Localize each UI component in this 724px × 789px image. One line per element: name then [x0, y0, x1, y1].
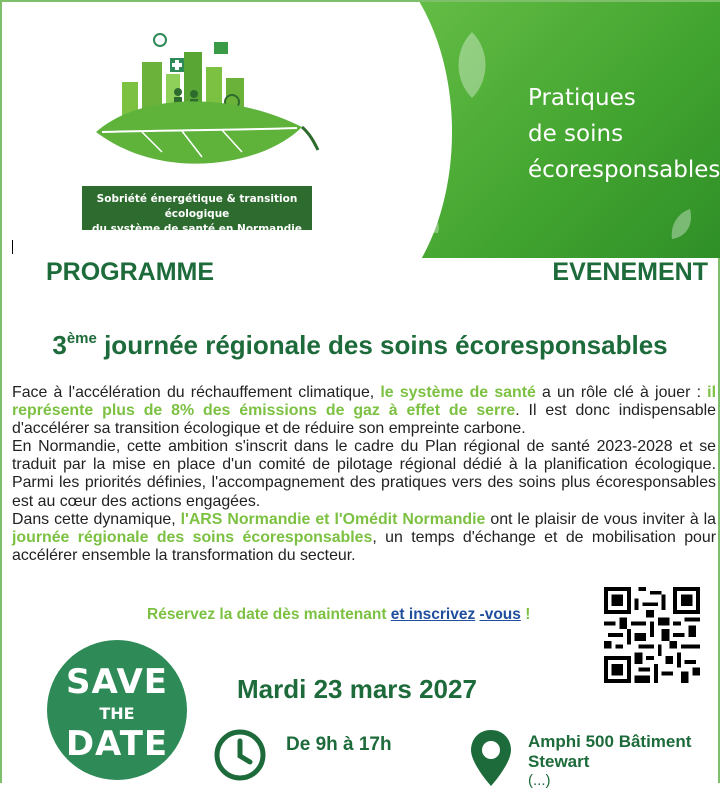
heading-evenement: EVENEMENT — [552, 258, 708, 286]
event-hours: De 9h à 17h — [286, 734, 392, 755]
leaf-icon — [668, 207, 694, 241]
register-link[interactable]: et inscrivez — [390, 606, 476, 623]
paragraph-3 — [12, 511, 716, 565]
logo-caption-line1: Sobriété énergétique & transition écologique — [96, 193, 298, 220]
text-cursor — [12, 240, 13, 254]
event-place-detail: (...) — [528, 772, 551, 789]
p1-text-b: a un rôle clé à jouer : — [535, 384, 708, 401]
banner-tagline — [528, 80, 718, 188]
p3-text-b: ont le plaisir de vous inviter à la — [485, 510, 716, 528]
reserve-line — [147, 606, 530, 624]
p1-highlight-1: le système de santé — [380, 384, 536, 401]
save-the-date-badge — [47, 640, 187, 780]
clock-icon — [213, 728, 267, 782]
paragraph-2: En Normandie, cette ambition s'inscrit dans le cadre du Plan régional de santé 2023-2028 et se traduit par la mise en place d'un comité de pilotage régional dédié à la planification écologique. Parmi les priorités définies, l'accompagnement des pratiques vers des soins plus écoresponsables est au cœur des actions engagées. — [12, 438, 716, 510]
leaf-icon — [452, 30, 492, 100]
the-text: THE — [99, 704, 135, 723]
title-ordinal: 3 — [52, 330, 67, 360]
title-text: journée régionale des soins écoresponsables — [96, 330, 668, 360]
p3-text-a: Dans cette dynamique, — [12, 510, 181, 528]
p3-text-c: , un temps d'échange et de mobilisation pour accélérer ensemble la transformation du secteur. — [12, 528, 716, 564]
p3-highlight-1: l'ARS Normandie et l'Omédit Normandie — [180, 510, 486, 528]
title-ordinal-suffix: ème — [66, 330, 97, 347]
event-date: Mardi 23 mars 2027 — [237, 674, 477, 704]
logo-caption — [82, 186, 312, 235]
logo-illustration — [82, 22, 322, 192]
p1-text-c: . Il est donc indispensable d'accélérer sa transition écologique et de réduire son empreinte carbone. — [12, 402, 716, 438]
register-link-vous[interactable]: -vous — [479, 606, 521, 623]
p1-highlight-2: il représente plus de 8% des émissions de gaz à effet de serre — [12, 384, 716, 420]
qr-code[interactable] — [604, 586, 700, 684]
p3-highlight-2: journée régionale des soins écoresponsables — [12, 528, 373, 546]
heading-programme: PROGRAMME — [46, 258, 215, 286]
heading-row — [0, 258, 720, 290]
p1-text-a: Face à l'accélération du réchauffement climatique, — [12, 384, 381, 401]
tagline-line3: écoresponsables — [528, 157, 720, 183]
tagline-line1: Pratiques — [528, 85, 636, 111]
reserve-end: ! — [520, 606, 531, 623]
body-text — [12, 384, 716, 565]
save-text: SAVE — [65, 662, 169, 702]
logo-caption-line2: du système de santé en Normandie — [92, 223, 302, 235]
tagline-line2: de soins — [528, 121, 624, 147]
logo — [82, 22, 322, 247]
date-text: DATE — [65, 724, 169, 764]
event-place: Amphi 500 Bâtiment Stewart — [528, 732, 692, 771]
header-banner — [2, 2, 720, 258]
paragraph-1 — [12, 384, 716, 438]
location-pin-icon — [468, 728, 514, 788]
page-title — [0, 330, 720, 361]
reserve-text: Réservez la date dès maintenant — [147, 606, 391, 623]
